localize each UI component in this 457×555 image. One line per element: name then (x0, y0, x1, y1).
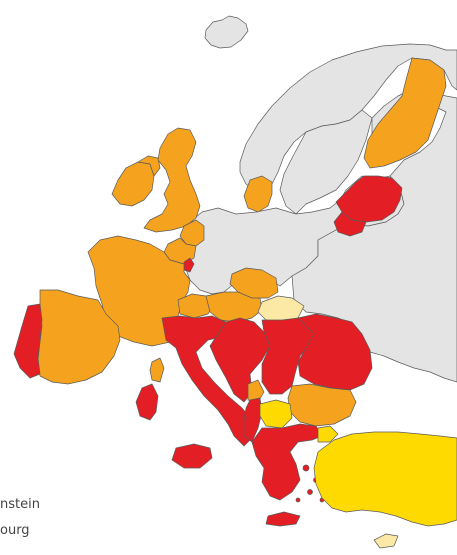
legend-label: ourg (0, 523, 30, 538)
island (308, 490, 313, 495)
island (296, 498, 300, 502)
legend-label: nstein (0, 497, 40, 512)
island (303, 465, 309, 471)
